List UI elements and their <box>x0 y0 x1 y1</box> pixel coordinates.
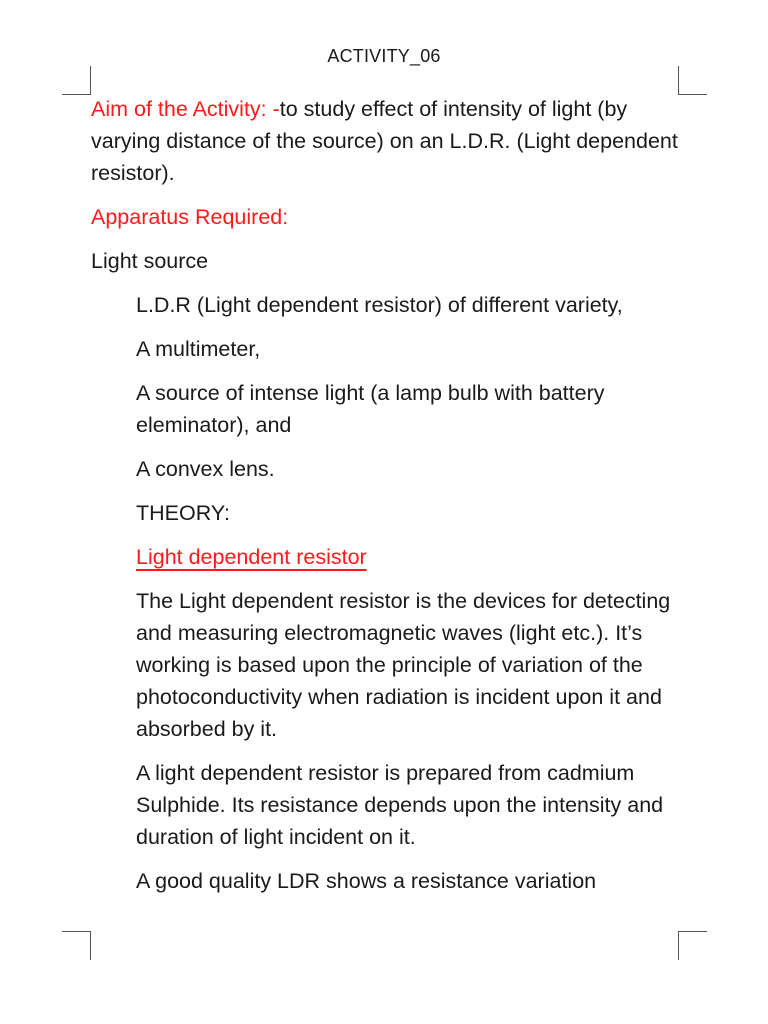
aim-text: to study effect of intensity of light (by varying distance of the source) on an L.D.R. (Light dependent resistor). <box>91 97 678 185</box>
aim-label: Aim of the Activity: - <box>91 97 280 121</box>
crop-mark-top-right <box>678 66 707 95</box>
theory-subheading <box>91 541 691 573</box>
aim-paragraph <box>91 93 691 189</box>
theory-paragraph: A light dependent resistor is prepared from cadmium Sulphide. Its resistance depends upon the intensity and duration of light incident on it. <box>136 761 664 849</box>
document-body <box>91 93 691 909</box>
theory-heading: THEORY: <box>136 501 230 525</box>
apparatus-item: A source of intense light (a lamp bulb with battery eleminator), and <box>136 381 605 437</box>
theory-paragraph: A good quality LDR shows a resistance variation <box>136 869 597 893</box>
page-title: ACTIVITY_06 <box>327 46 441 66</box>
theory-paragraph: The Light dependent resistor is the devices for detecting and measuring electromagnetic waves (light etc.). It’s working is based upon the principle of variation of the photoconductivity when radiation is incident upon it and absorbed by it. <box>136 589 671 741</box>
crop-mark-top-left <box>62 66 91 95</box>
crop-mark-bottom-left <box>62 931 91 960</box>
apparatus-item: A multimeter, <box>136 337 261 361</box>
apparatus-first-item: Light source <box>91 249 209 273</box>
apparatus-heading: Apparatus Required: <box>91 205 289 229</box>
crop-mark-bottom-right <box>678 931 707 960</box>
apparatus-item: A convex lens. <box>136 457 275 481</box>
apparatus-item: L.D.R (Light dependent resistor) of different variety, <box>136 293 623 317</box>
theory-subheading-text: Light dependent resistor <box>136 545 367 569</box>
